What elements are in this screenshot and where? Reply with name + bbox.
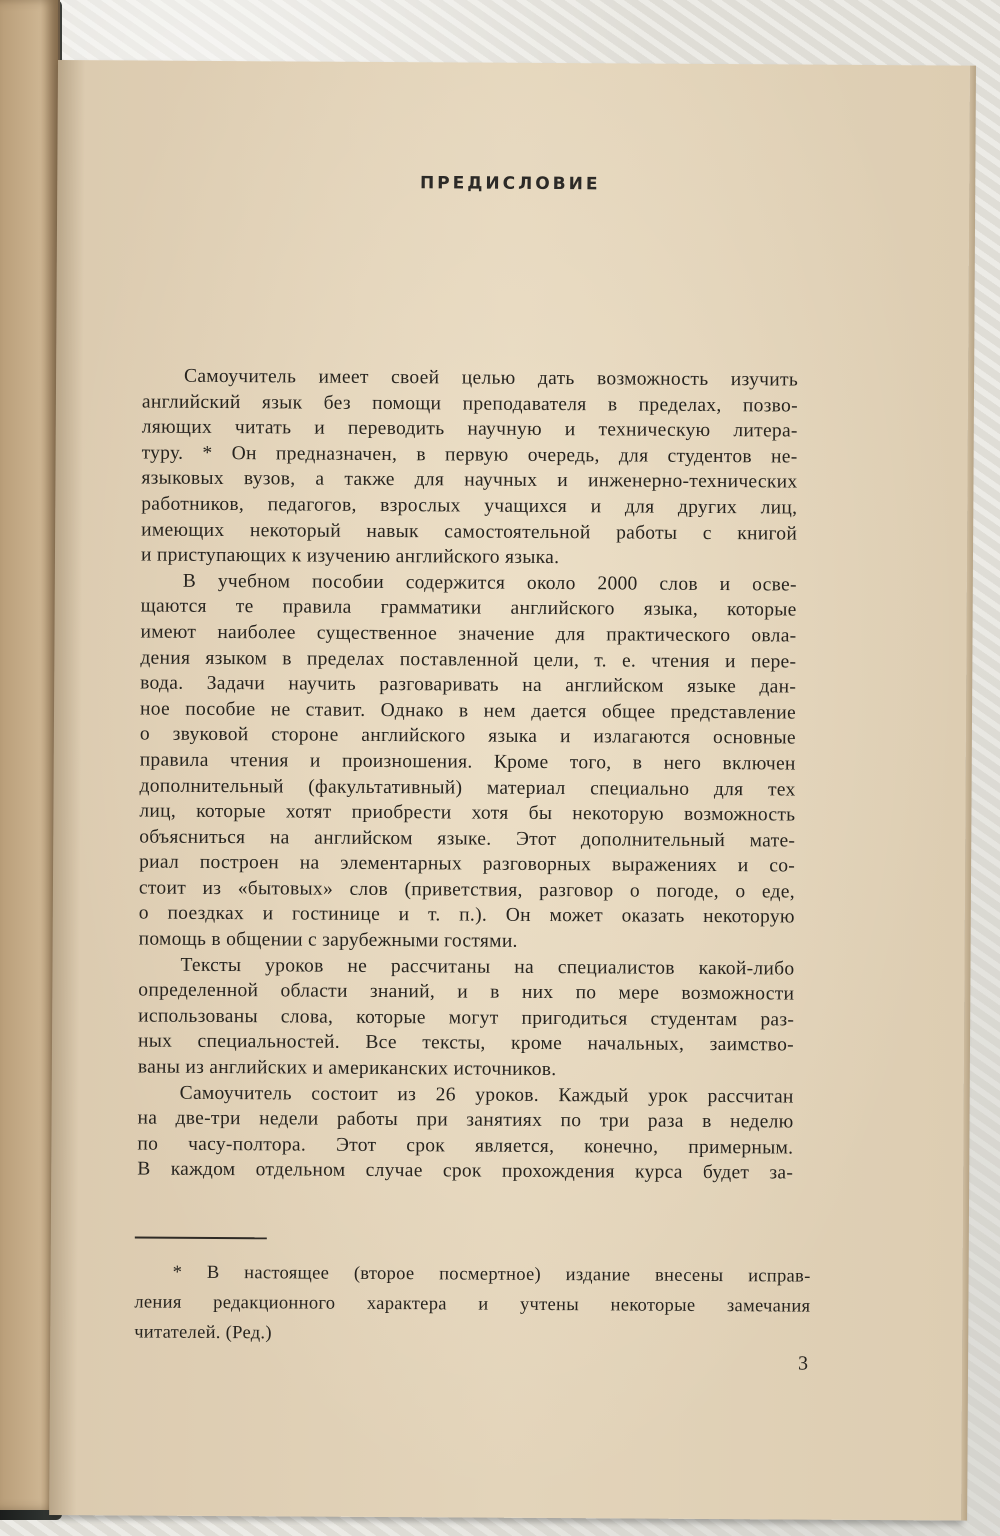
footnote-line: * В настоящее (второе посмертное) издание внесены исправ-: [172, 1262, 811, 1287]
text-line: помощь в общении с зарубежными гостями.: [138, 928, 518, 952]
footnote-divider: [135, 1236, 267, 1239]
page-number: 3: [797, 1352, 809, 1375]
text-line: Самоучитель имеет своей целью дать возможность изучить: [184, 365, 799, 391]
text-line: правила чтения и произношения. Кроме того, в него включен: [139, 749, 796, 775]
text-line: использованы слова, которые могут пригодиться студентам раз-: [138, 1005, 795, 1031]
text-line: имеют наиболее существенное значение для практического овла-: [140, 621, 797, 647]
text-line: ваны из английских и американских источников.: [137, 1056, 557, 1081]
text-line: языковых вузов, а также для научных и инженерно-технических: [141, 467, 798, 493]
text-line: туру. * Он предназначен, в первую очередь, для студентов не-: [141, 442, 798, 468]
paragraph-3: [138, 952, 795, 1084]
body-text: [137, 364, 798, 1187]
paragraph-4: [137, 1080, 794, 1186]
text-line: Самоучитель состоит из 26 уроков. Каждый урок рассчитан: [179, 1082, 794, 1108]
text-line: на две-три недели работы при занятиях по три раза в неделю: [137, 1107, 794, 1133]
paragraph-1: [141, 364, 798, 573]
text-line: стоит из «бытовых» слов (приветствия, разговор о погоде, о еде,: [138, 877, 795, 903]
text-line: о поездках и гостинице и т. п.). Он может оказать некоторую: [138, 902, 795, 928]
text-line: работников, педагогов, взрослых учащихся и для других лиц,: [141, 493, 798, 519]
text-line: имеющих некоторый навык самостоятельной работы с книгой: [141, 519, 798, 545]
text-line: щаются те правила грамматики английского языка, которые: [140, 595, 797, 621]
page-title: ПРЕДИСЛОВИЕ: [419, 173, 601, 195]
footnote: [134, 1257, 811, 1351]
text-line: ляющих читать и переводить научную и техническую литера-: [141, 416, 798, 442]
footnote-line: ления редакционного характера и учтены некоторые замечания: [134, 1292, 811, 1317]
paragraph-2: [139, 568, 797, 956]
text-line: Тексты уроков не рассчитаны на специалистов какой-либо: [180, 954, 795, 980]
text-line: В учебном пособии содержится около 2000 слов и осве-: [182, 570, 797, 596]
text-line: риал построен на элементарных разговорных выражениях и со-: [139, 851, 796, 877]
text-line: дополнительный (факультативный) материал специально для тех: [139, 775, 796, 801]
text-line: определенной области знаний, и в них по мере возможности: [138, 979, 795, 1005]
text-line: лиц, которые хотят приобрести хотя бы некоторую возможность: [139, 800, 796, 826]
text-line: В каждом отдельном случае срок прохождения курса будет за-: [137, 1158, 794, 1184]
text-line: по часу-полтора. Этот срок является, конечно, примерным.: [137, 1133, 794, 1159]
book-page: [49, 60, 970, 1521]
text-line: дения языком в пределах поставленной цели, т. е. чтения и пере-: [140, 647, 797, 673]
text-line: ных специальностей. Все тексты, кроме начальных, заимство-: [137, 1030, 795, 1056]
text-line: объясниться на английском языке. Этот дополнительный мате-: [139, 826, 796, 852]
footnote-line: читателей. (Ред.): [134, 1322, 272, 1344]
text-line: английский язык без помощи преподавателя в пределах, позво-: [141, 391, 798, 417]
text-line: вода. Задачи научить разговаривать на английском языке дан-: [140, 672, 797, 698]
text-line: о звуковой стороне английского языка и излагаются основные: [139, 723, 796, 749]
text-line: и приступающих к изучению английского языка.: [140, 544, 560, 569]
text-line: ное пособие не ставит. Однако в нем дается общее представление: [139, 698, 797, 724]
